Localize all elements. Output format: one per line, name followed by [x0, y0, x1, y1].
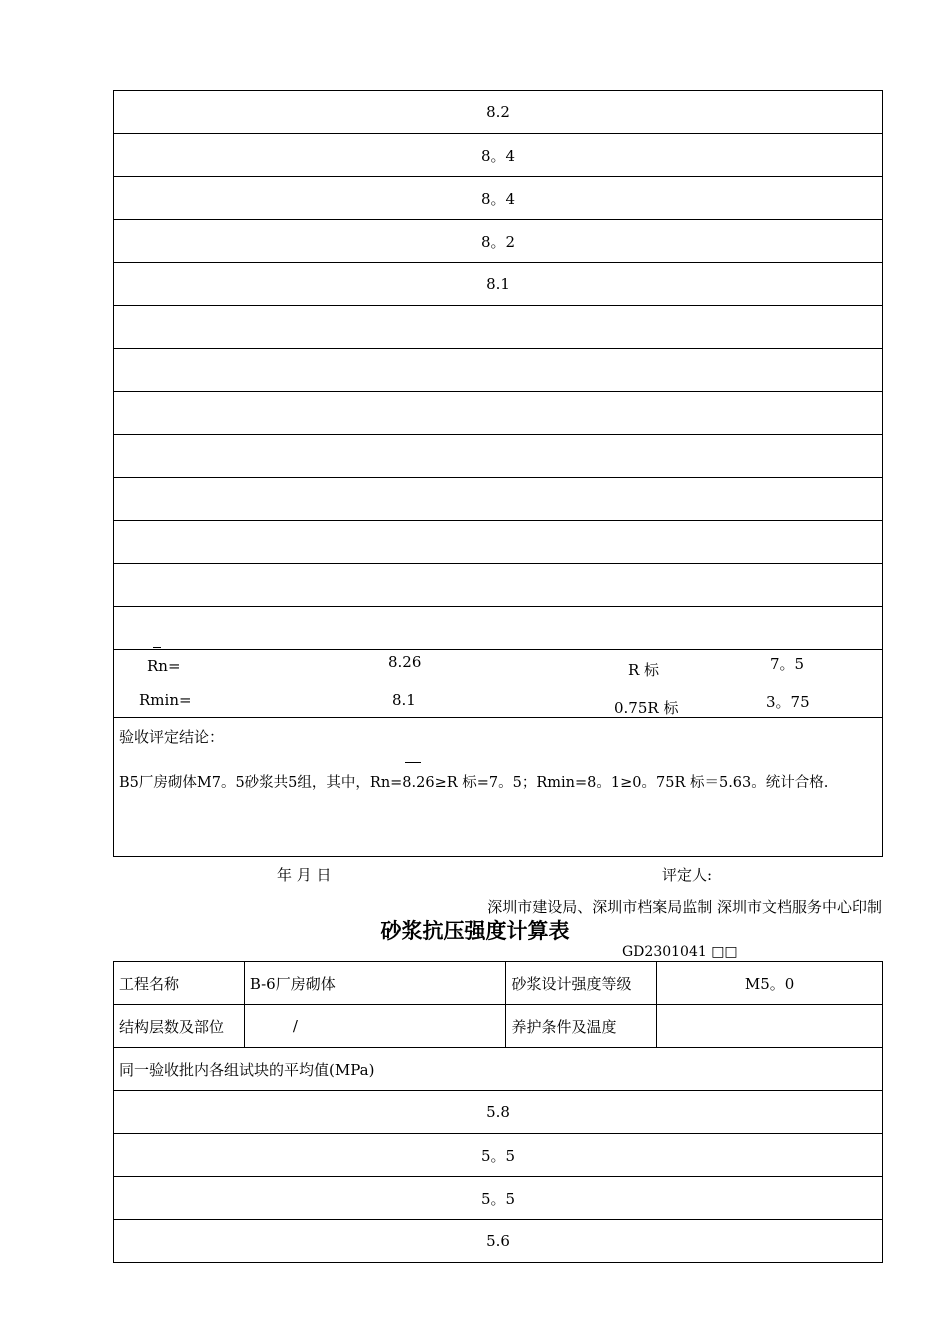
table-row: [114, 435, 883, 478]
structure-layer-label: 结构层数及部位: [114, 1005, 245, 1048]
value-cell: 5。5: [114, 1177, 883, 1220]
table-row: [114, 1134, 883, 1177]
mortar-strength-table: [113, 961, 883, 1263]
printer-note: 深圳市建设局、深圳市档案局监制 深圳市文档服务中心印制: [487, 898, 882, 916]
value-cell: 8。4: [114, 177, 883, 220]
table-row: [114, 1091, 883, 1134]
page-title: 砂浆抗压强度计算表: [380, 919, 570, 943]
table-row: [114, 564, 883, 607]
r-std-label: R 标: [628, 661, 660, 679]
signoff-date: 年 月 日: [277, 866, 332, 884]
r075-label: 0.75R 标: [614, 699, 679, 717]
value-cell: [114, 306, 883, 349]
value-cell: [114, 392, 883, 435]
r-std-value: 7。5: [770, 655, 805, 673]
value-cell: [114, 521, 883, 564]
table-row: [114, 962, 883, 1005]
table-row: [114, 1220, 883, 1263]
average-value-heading: 同一验收批内各组试块的平均值(MPa): [114, 1048, 883, 1091]
table-row: [114, 521, 883, 564]
mean-bar: [405, 762, 421, 763]
value-cell: [114, 564, 883, 607]
curing-condition-label: 养护条件及温度: [506, 1005, 657, 1048]
table-row: [114, 134, 883, 177]
rmin-value: 8.1: [392, 691, 416, 709]
curing-condition-value: [657, 1005, 883, 1048]
rn-value: 8.26: [388, 653, 422, 671]
r075-value: 3。75: [766, 693, 810, 711]
summary-block: [113, 641, 883, 717]
value-cell: [114, 478, 883, 521]
design-grade-value: M5。0: [657, 962, 883, 1005]
value-cell: 5。5: [114, 1134, 883, 1177]
table-row: [114, 306, 883, 349]
conclusion-heading: 验收评定结论：: [119, 728, 225, 746]
value-cell: 8.2: [114, 91, 883, 134]
project-name-value: B-6厂房砌体: [244, 962, 506, 1005]
project-name-label: 工程名称: [114, 962, 245, 1005]
table-row: [114, 478, 883, 521]
table-row: [114, 263, 883, 306]
value-cell: 8。2: [114, 220, 883, 263]
table-row: [114, 392, 883, 435]
table-row: [114, 220, 883, 263]
table-row: [114, 349, 883, 392]
conclusion-text: B5厂房砌体M7。5砂浆共5组，其中，Rn=8.26≥R 标=7。5；Rmin=8。1≥0。75R 标＝5.63。统计合格.: [119, 775, 829, 791]
rmin-label: Rmin=: [139, 691, 192, 709]
value-cell: 5.6: [114, 1220, 883, 1263]
table-row: [114, 1048, 883, 1091]
value-cell: 5.8: [114, 1091, 883, 1134]
mean-bar: [153, 647, 161, 648]
structure-layer-value: /: [244, 1005, 506, 1048]
table-row: [114, 1177, 883, 1220]
value-cell: [114, 435, 883, 478]
value-cell: 8.1: [114, 263, 883, 306]
value-cell: 8。4: [114, 134, 883, 177]
form-code: GD2301041 □□: [622, 944, 738, 960]
upper-values-table: [113, 90, 883, 650]
design-grade-label: 砂浆设计强度等级: [506, 962, 657, 1005]
conclusion-block: [113, 717, 883, 857]
table-row: [114, 91, 883, 134]
rn-label: Rn=: [147, 657, 181, 675]
signoff-evaluator: 评定人:: [662, 866, 713, 884]
table-row: [114, 177, 883, 220]
value-cell: [114, 349, 883, 392]
table-row: [114, 1005, 883, 1048]
